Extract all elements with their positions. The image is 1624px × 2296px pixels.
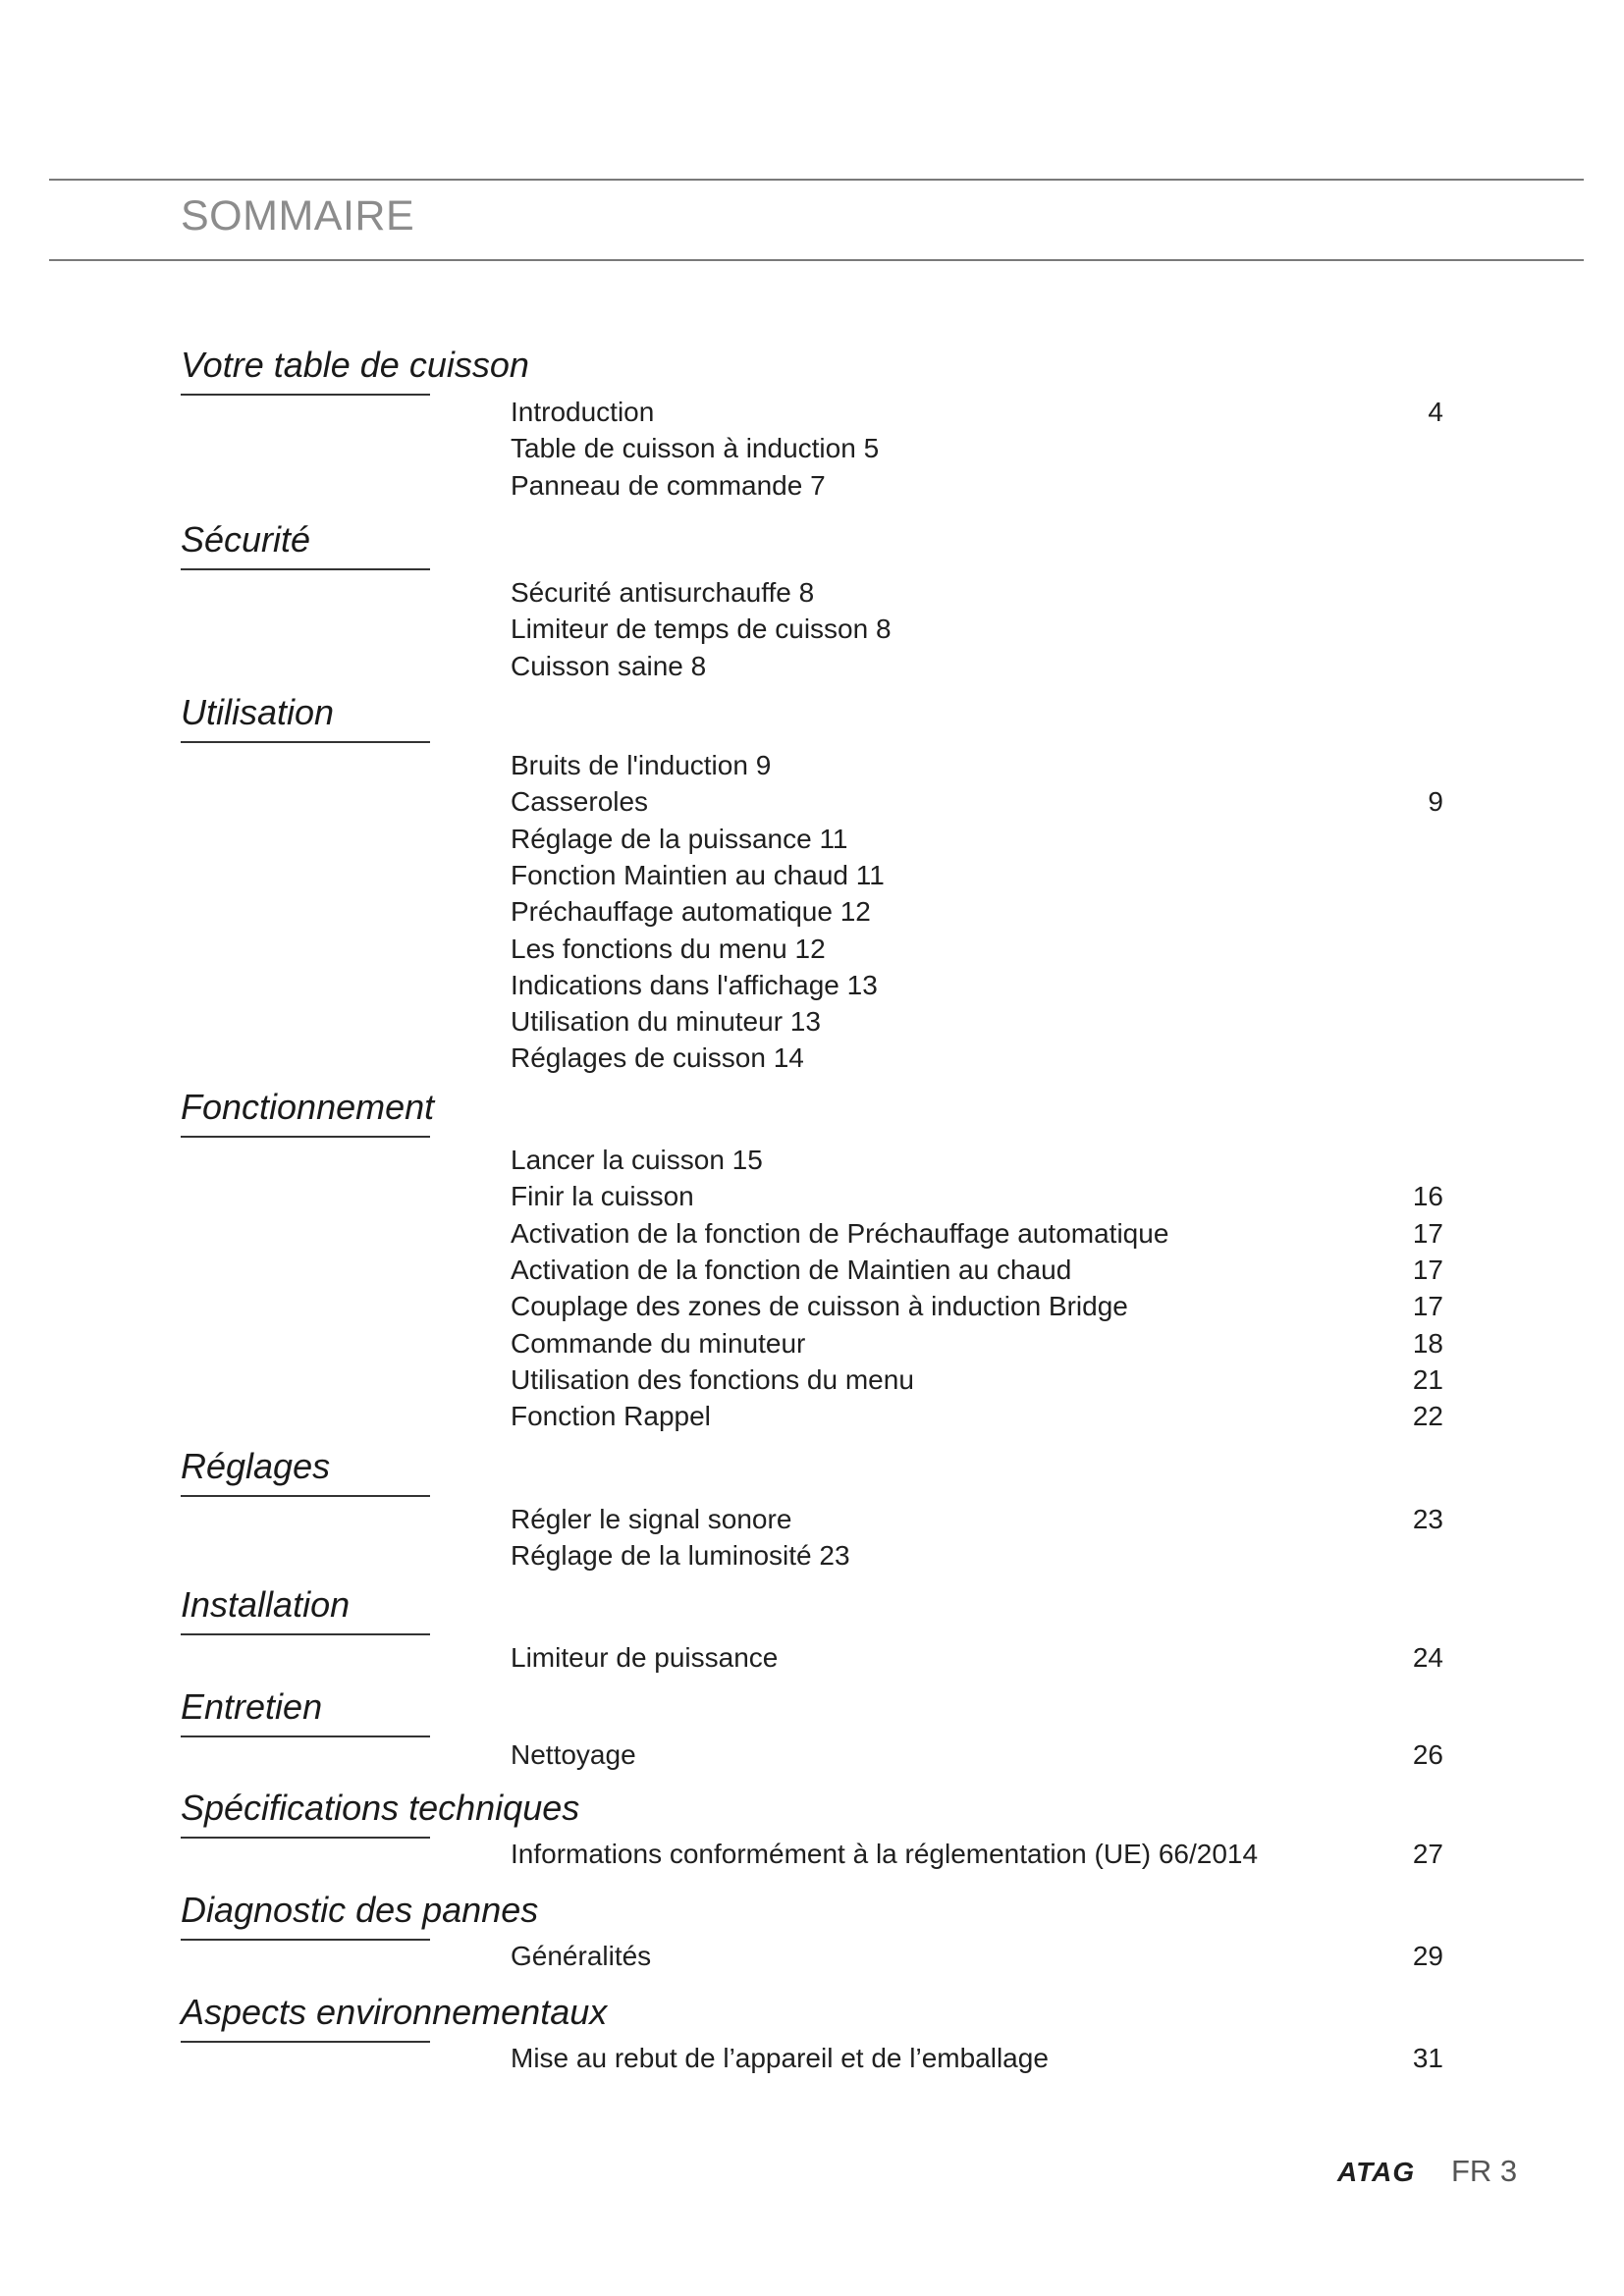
section-heading: Fonctionnement xyxy=(181,1087,435,1127)
toc-entry-title[interactable]: Table de cuisson à induction 5 xyxy=(511,433,880,463)
toc-entry-title[interactable]: Régler le signal sonore xyxy=(511,1504,792,1534)
section-heading: Sécurité xyxy=(181,519,311,560)
section-underline xyxy=(181,741,430,743)
page-number: FR 3 xyxy=(1451,2154,1518,2188)
toc-entry-title[interactable]: Finir la cuisson xyxy=(511,1181,694,1211)
toc-entry-title[interactable]: Introduction xyxy=(511,397,655,427)
toc-entry-title[interactable]: Lancer la cuisson 15 xyxy=(511,1145,763,1175)
toc-entry-page[interactable]: 23 xyxy=(1412,1504,1443,1534)
section-heading: Installation xyxy=(181,1584,351,1625)
toc-entry-page[interactable]: 21 xyxy=(1412,1364,1443,1395)
toc-entry-page[interactable]: 27 xyxy=(1412,1839,1443,1869)
toc-entry-page[interactable]: 22 xyxy=(1412,1401,1443,1431)
toc-entry-title[interactable]: Fonction Rappel xyxy=(511,1401,711,1431)
page-title: SOMMAIRE xyxy=(181,192,415,240)
section-underline xyxy=(181,1939,430,1941)
toc-entry-title[interactable]: Utilisation des fonctions du menu xyxy=(511,1364,914,1395)
section-underline xyxy=(181,1495,430,1497)
toc-entry-title[interactable]: Mise au rebut de l’appareil et de l’emballage xyxy=(511,2043,1049,2073)
section-heading: Votre table de cuisson xyxy=(181,345,529,385)
toc-entry-page[interactable]: 24 xyxy=(1412,1642,1443,1673)
toc-entry-page[interactable]: 29 xyxy=(1412,1941,1443,1971)
toc-entry-page[interactable]: 4 xyxy=(1428,397,1443,427)
toc-entry-title[interactable]: Réglage de la luminosité 23 xyxy=(511,1540,850,1571)
brand-logo: ATAG xyxy=(1337,2157,1416,2187)
toc-entry-title[interactable]: Réglage de la puissance 11 xyxy=(511,824,848,854)
toc-entry-title[interactable]: Réglages de cuisson 14 xyxy=(511,1042,804,1073)
toc-entry-page[interactable]: 17 xyxy=(1412,1291,1443,1321)
toc-entry-title[interactable]: Bruits de l'induction 9 xyxy=(511,750,772,780)
section-underline xyxy=(181,1837,430,1839)
section-heading: Utilisation xyxy=(181,692,335,732)
section-heading: Spécifications techniques xyxy=(181,1788,580,1828)
toc-entry-title[interactable]: Cuisson saine 8 xyxy=(511,651,707,681)
toc-entry-title[interactable]: Panneau de commande 7 xyxy=(511,470,826,501)
section-underline xyxy=(181,394,430,396)
toc-entry-title[interactable]: Utilisation du minuteur 13 xyxy=(511,1006,821,1037)
toc-entry-title[interactable]: Sécurité antisurchauffe 8 xyxy=(511,577,815,608)
toc-entry-title[interactable]: Limiteur de puissance xyxy=(511,1642,779,1673)
toc-entry-title[interactable]: Informations conformément à la réglementation (UE) 66/2014 xyxy=(511,1839,1259,1869)
toc-entry-page[interactable]: 31 xyxy=(1412,2043,1443,2073)
toc-entry-title[interactable]: Nettoyage xyxy=(511,1739,636,1770)
toc-entry-page[interactable]: 16 xyxy=(1412,1181,1443,1211)
section-underline xyxy=(181,2041,430,2043)
toc-entry-page[interactable]: 17 xyxy=(1412,1255,1443,1285)
toc-entry-title[interactable]: Indications dans l'affichage 13 xyxy=(511,970,878,1000)
toc-entry-title[interactable]: Limiteur de temps de cuisson 8 xyxy=(511,614,892,644)
toc-entry-title[interactable]: Activation de la fonction de Maintien au chaud xyxy=(511,1255,1072,1285)
section-heading: Réglages xyxy=(181,1446,331,1486)
section-heading: Entretien xyxy=(181,1686,323,1727)
section-underline xyxy=(181,1136,430,1138)
section-heading: Diagnostic des pannes xyxy=(181,1890,539,1930)
toc-entry-title[interactable]: Généralités xyxy=(511,1941,652,1971)
toc-entry-page[interactable]: 17 xyxy=(1412,1218,1443,1249)
toc-entry-page[interactable]: 9 xyxy=(1428,786,1443,817)
section-underline xyxy=(181,1633,430,1635)
toc-entry-title[interactable]: Les fonctions du menu 12 xyxy=(511,934,826,964)
toc-entry-title[interactable]: Activation de la fonction de Préchauffage automatique xyxy=(511,1218,1169,1249)
section-underline xyxy=(181,568,430,570)
toc-entry-page[interactable]: 18 xyxy=(1412,1328,1443,1359)
toc-entry-title[interactable]: Fonction Maintien au chaud 11 xyxy=(511,860,885,890)
toc-entry-title[interactable]: Couplage des zones de cuisson à induction Bridge xyxy=(511,1291,1128,1321)
section-heading: Aspects environnementaux xyxy=(181,1992,608,2032)
toc-entry-title[interactable]: Commande du minuteur xyxy=(511,1328,806,1359)
toc-entry-title[interactable]: Préchauffage automatique 12 xyxy=(511,896,871,927)
toc-entry-title[interactable]: Casseroles xyxy=(511,786,649,817)
section-underline xyxy=(181,1735,430,1737)
toc-entry-page[interactable]: 26 xyxy=(1412,1739,1443,1770)
